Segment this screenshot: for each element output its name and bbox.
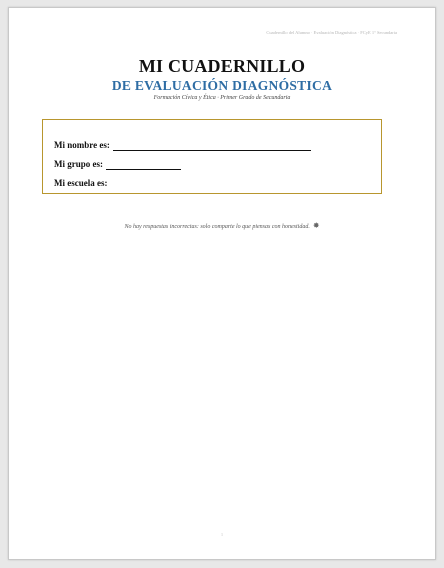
- name-field: [54, 132, 381, 151]
- cover-title: MI CUADERNILLO: [138, 56, 306, 76]
- honesty-note: [9, 221, 435, 230]
- document-page: [8, 7, 436, 560]
- school-field: [54, 170, 381, 189]
- running-header: Cuadernillo del Alumno · Evaluación Diagnóstica · FCyE 1° Secundaria: [266, 30, 397, 35]
- name-blank-line[interactable]: [113, 141, 311, 151]
- honesty-note-text: No hay respuestas incorrectas: solo comparte lo que piensas con honestidad.: [124, 224, 310, 230]
- subject-line: Formación Cívica y Ética · Primer Grado de Secundaria: [153, 95, 291, 101]
- student-info-box: [42, 119, 382, 194]
- group-field: [54, 151, 381, 170]
- cover-subtitle: DE EVALUACIÓN DIAGNÓSTICA: [111, 78, 333, 93]
- group-blank-line[interactable]: [106, 160, 181, 170]
- name-label: Mi nombre es:: [54, 140, 110, 150]
- page-number: 1: [221, 532, 223, 537]
- group-label: Mi grupo es:: [54, 159, 103, 169]
- school-label: Mi escuela es:: [54, 178, 108, 188]
- sparkle-icon: ✸: [312, 221, 320, 230]
